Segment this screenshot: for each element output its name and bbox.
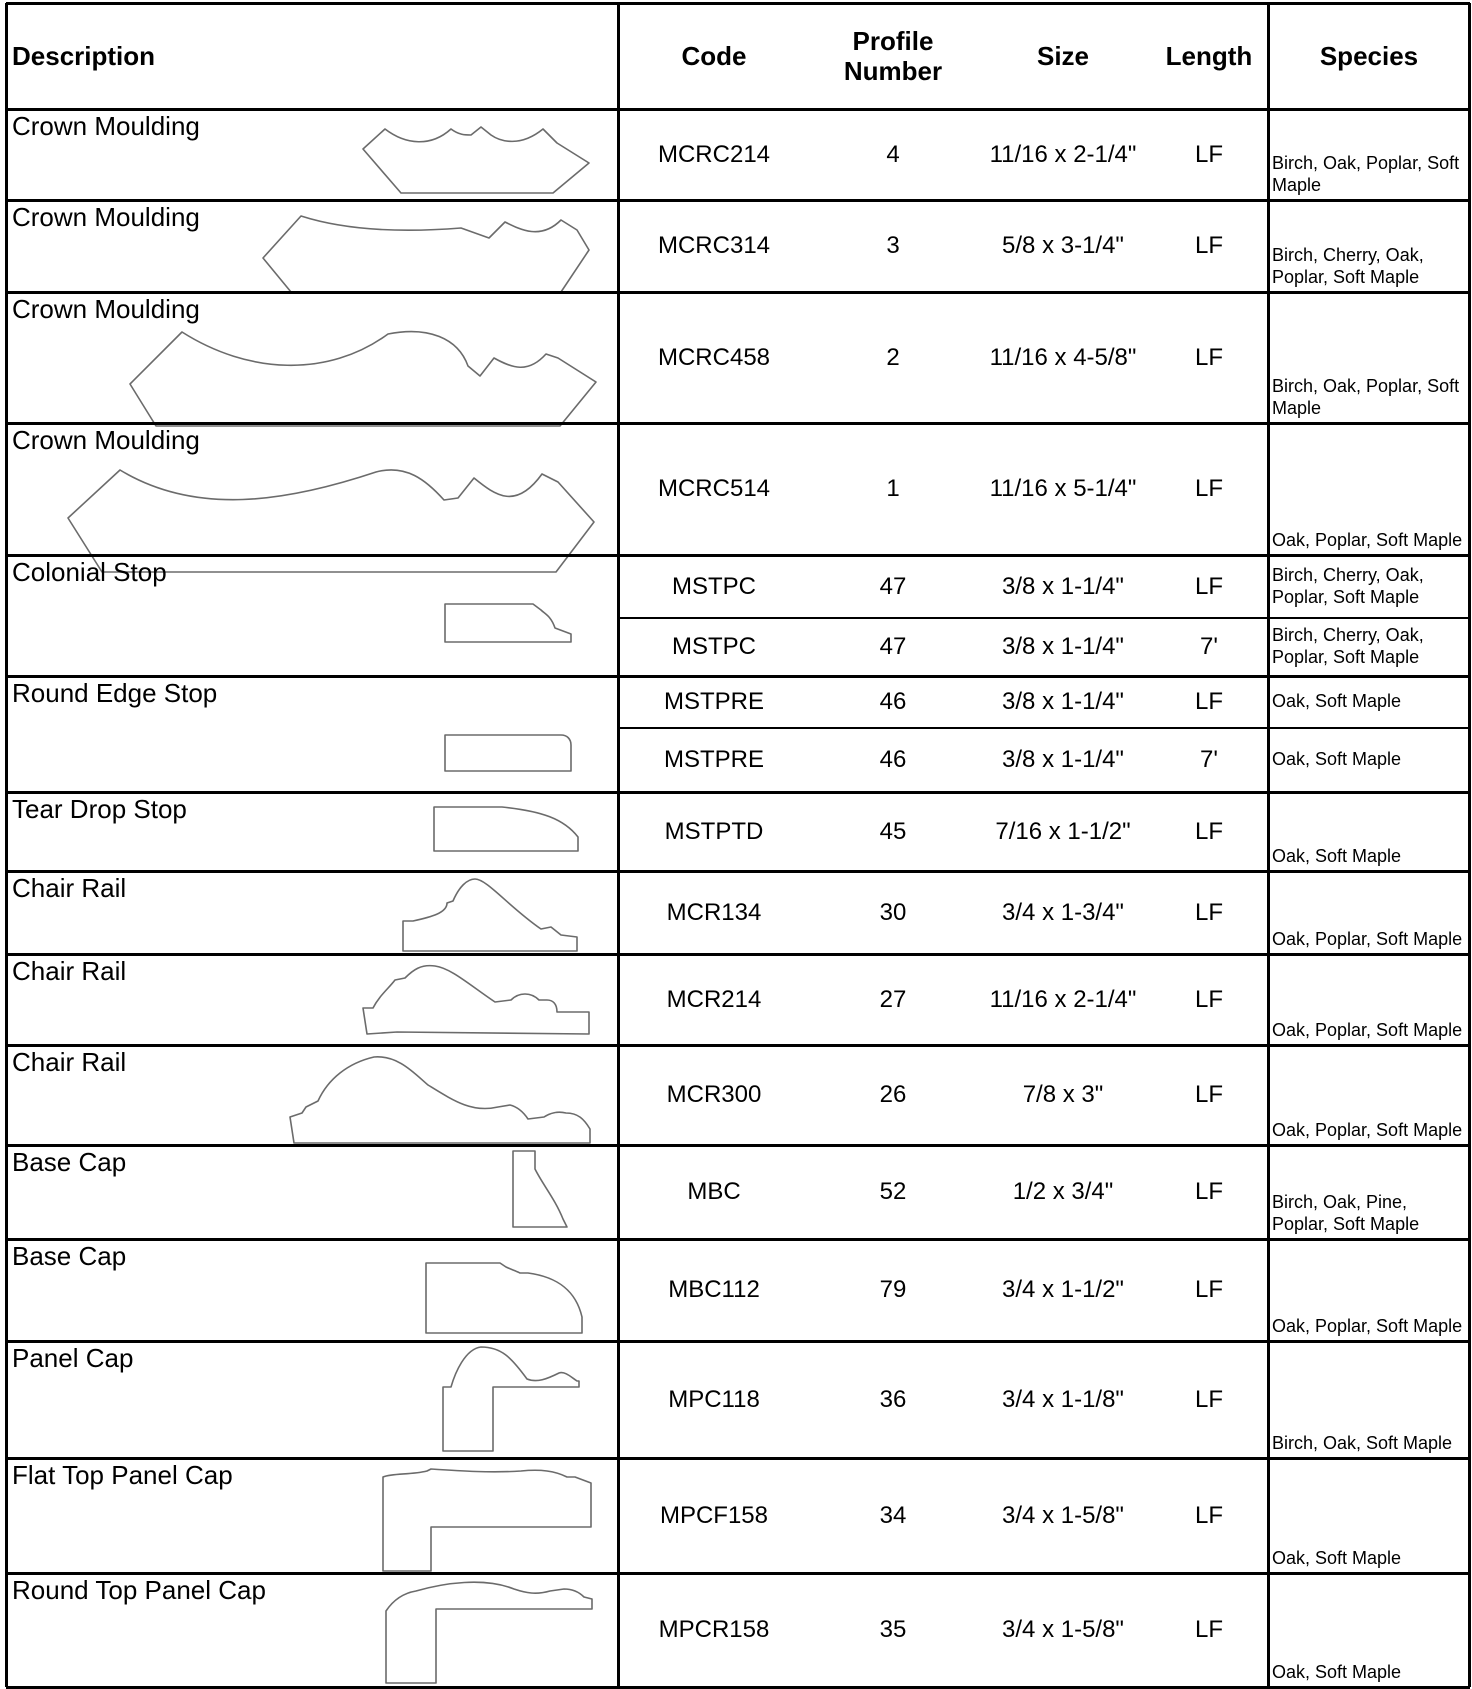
profile-outline [363,966,589,1034]
row-code: MCRC214 [657,140,771,168]
row-species: Birch, Cherry, Oak, Poplar, Soft Maple [1272,245,1424,287]
row-profile-number: 52 [879,1178,907,1205]
row-size: 7/8 x 3" [1022,1081,1104,1108]
row-code: MSTPRE [663,688,764,715]
row-profile-number: 1 [886,475,900,502]
profile-outline [513,1151,567,1227]
table-rule-horizontal [6,291,1470,294]
base-cap-profile-icon [511,1149,569,1229]
row-code: MCRC458 [657,343,771,371]
row-description: Chair Rail [12,873,127,903]
row-size: 3/8 x 1-1/4" [1002,572,1124,600]
row-code: MCR214 [666,985,762,1013]
chair-rail-profile-icon [288,1055,594,1145]
row-length: LF [1194,343,1223,371]
row-profile-number: 30 [879,898,907,926]
crown-moulding-profile-icon [361,127,591,197]
table-rule-horizontal [6,108,1470,111]
row-description: Flat Top Panel Cap [12,1460,233,1490]
row-description: Round Top Panel Cap [12,1575,266,1605]
profile-outline [383,1469,591,1571]
row-code: MBC112 [668,1276,760,1303]
tear-drop-stop-profile-icon [432,805,582,853]
panel-cap-profile-icon [441,1345,581,1451]
chair-rail-profile-icon [401,877,581,953]
colonial-stop-profile-icon [443,602,573,644]
table-rule-horizontal [618,727,1470,729]
row-length: LF [1194,475,1223,502]
table-rule-horizontal [6,1572,1470,1575]
row-description: Chair Rail [12,1047,127,1077]
profile-outline [443,1347,579,1451]
row-size: 3/8 x 1-1/4" [1002,688,1124,715]
profile-outline [445,735,571,771]
table-rule-horizontal [6,1044,1470,1047]
row-code: MCR300 [666,1081,762,1108]
table-rule-horizontal [6,1457,1470,1460]
row-length: LF [1194,140,1223,168]
round-top-panel-cap-profile-icon [384,1579,594,1683]
header-length: Length [1165,41,1253,71]
header-profile-number [810,3,976,109]
row-species: Oak, Soft Maple [1272,691,1402,711]
header-species: Species [1319,41,1419,71]
row-length: LF [1194,1178,1223,1205]
row-description: Chair Rail [12,956,127,986]
row-size: 5/8 x 3-1/4" [1002,232,1124,259]
row-length: LF [1194,572,1223,600]
row-species: Oak, Poplar, Soft Maple [1272,1120,1463,1140]
row-species: Oak, Soft Maple [1272,1662,1402,1682]
row-description: Crown Moulding [12,425,200,455]
row-species: Oak, Poplar, Soft Maple [1272,929,1463,949]
row-size: 3/4 x 1-5/8" [1002,1501,1124,1529]
round-edge-stop-profile-icon [443,733,573,773]
table-rule-horizontal [6,870,1470,873]
row-length: LF [1194,898,1223,926]
row-species: Birch, Oak, Poplar, Soft Maple [1272,153,1460,195]
table-rule-horizontal [618,617,1470,619]
row-code: MCRC514 [657,475,771,502]
table-rule-horizontal [6,1144,1470,1147]
header-description: Description [12,41,156,71]
row-description: Base Cap [12,1147,127,1177]
table-rule-vertical [5,3,8,1687]
row-profile-number: 47 [879,633,907,660]
profile-outline [290,1057,590,1143]
row-species: Birch, Cherry, Oak, Poplar, Soft Maple [1272,564,1424,607]
row-profile-number: 45 [879,817,907,845]
row-profile-number: 47 [879,572,907,600]
row-length: LF [1194,688,1223,715]
row-profile-number: 35 [879,1616,907,1643]
profile-outline [363,127,589,193]
table-rule-vertical [1468,3,1471,1687]
base-cap-profile-icon [424,1261,584,1335]
row-size: 3/4 x 1-1/2" [1002,1276,1124,1303]
row-code: MBC [687,1178,741,1205]
row-size: 3/4 x 1-1/8" [1002,1385,1124,1413]
row-length: LF [1194,985,1223,1013]
header-code: Code [681,41,747,71]
row-profile-number: 34 [879,1501,907,1529]
profile-outline [386,1582,592,1683]
row-code: MPCR158 [658,1616,770,1643]
chair-rail-profile-icon [361,962,591,1038]
header-profile-line2: Number [843,56,943,86]
row-size: 3/8 x 1-1/4" [1002,633,1124,660]
row-size: 11/16 x 2-1/4" [989,140,1137,168]
table-rule-horizontal [6,2,1470,5]
table-rule-horizontal [6,1340,1470,1343]
row-length: 7' [1200,746,1218,773]
row-size: 11/16 x 5-1/4" [989,475,1137,502]
table-rule-horizontal [6,1238,1470,1241]
row-profile-number: 79 [879,1276,907,1303]
table-rule-horizontal [6,791,1470,794]
row-description: Crown Moulding [12,202,200,232]
row-species: Oak, Soft Maple [1272,749,1402,769]
flat-top-panel-cap-profile-icon [381,1467,593,1571]
row-species: Oak, Poplar, Soft Maple [1272,530,1463,550]
row-length: LF [1194,232,1223,259]
row-code: MCR134 [666,898,762,926]
row-code: MSTPTD [664,817,764,845]
row-description: Crown Moulding [12,111,200,141]
row-profile-number: 36 [879,1385,907,1413]
row-length: LF [1194,1501,1223,1529]
table-rule-vertical [617,3,620,1687]
row-profile-number: 4 [886,140,900,168]
row-profile-number: 3 [886,232,900,259]
row-profile-number: 2 [886,343,900,371]
row-species: Birch, Oak, Pine, Poplar, Soft Maple [1272,1192,1420,1234]
row-profile-number: 26 [879,1081,907,1108]
row-size: 11/16 x 4-5/8" [989,343,1137,371]
row-profile-number: 46 [879,746,907,773]
row-species: Oak, Soft Maple [1272,846,1402,866]
row-species: Oak, Poplar, Soft Maple [1272,1020,1463,1040]
table-rule-horizontal [6,675,1470,678]
row-description: Colonial Stop [12,557,167,587]
row-description: Tear Drop Stop [12,794,187,824]
row-species: Oak, Poplar, Soft Maple [1272,1316,1463,1336]
header-size: Size [1036,41,1090,71]
row-description: Round Edge Stop [12,678,218,708]
profile-outline [426,1263,582,1333]
row-description: Panel Cap [12,1343,134,1373]
row-size: 3/4 x 1-5/8" [1002,1616,1124,1643]
row-code: MSTPRE [663,746,764,773]
row-code: MPCF158 [659,1501,769,1529]
crown-moulding-profile-icon [261,214,591,296]
row-profile-number: 46 [879,688,907,715]
table-rule-vertical [1267,3,1270,1687]
row-length: LF [1194,1276,1223,1303]
row-length: LF [1194,1081,1223,1108]
row-description: Crown Moulding [12,294,200,324]
table-rule-horizontal [6,953,1470,956]
row-size: 11/16 x 2-1/4" [989,985,1137,1013]
row-size: 3/4 x 1-3/4" [1002,898,1124,926]
row-size: 7/16 x 1-1/2" [995,817,1131,845]
profile-outline [130,332,596,426]
row-length: LF [1194,1616,1223,1643]
table-rule-horizontal [6,422,1470,425]
row-species: Oak, Soft Maple [1272,1548,1402,1568]
row-species: Birch, Oak, Soft Maple [1272,1433,1453,1453]
table-rule-horizontal [6,1686,1470,1689]
row-code: MSTPC [672,572,756,600]
header-profile-line1: Profile [852,26,934,56]
row-code: MPC118 [668,1385,760,1413]
row-species: Birch, Oak, Poplar, Soft Maple [1272,376,1460,418]
table-rule-horizontal [6,199,1470,202]
profile-outline [445,604,571,642]
table-rule-horizontal [6,554,1470,557]
profile-outline [263,216,589,292]
row-length: 7' [1200,633,1218,660]
row-length: LF [1194,817,1223,845]
row-size: 3/8 x 1-1/4" [1002,746,1124,773]
crown-moulding-profile-icon [128,328,598,428]
row-code: MCRC314 [657,232,771,259]
row-size: 1/2 x 3/4" [1012,1178,1114,1205]
profile-outline [403,879,577,951]
profile-outline [434,807,578,851]
row-profile-number: 27 [879,985,907,1013]
moulding-table [6,3,1470,1687]
row-code: MSTPC [672,633,756,660]
row-length: LF [1194,1385,1223,1413]
row-description: Base Cap [12,1241,127,1271]
row-species: Birch, Cherry, Oak, Poplar, Soft Maple [1272,625,1424,667]
